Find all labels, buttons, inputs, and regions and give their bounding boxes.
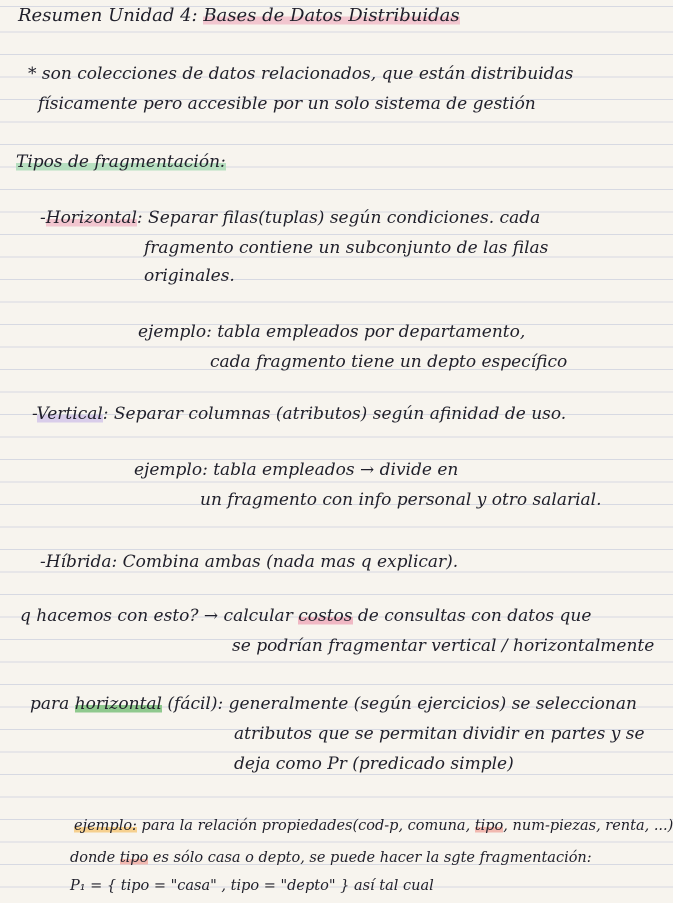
vertical-example-label: ejemplo [134, 460, 203, 480]
vertical-line-1: -Vertical: Separar columnas (atributos) según afinidad de uso. [32, 404, 567, 424]
horizontal-line-1: -Horizontal: Separar filas(tuplas) según condiciones. cada [40, 208, 541, 228]
horizontal-line-3: originales. [144, 266, 235, 286]
vertical-example-line-1: ejemplo: tabla empleados → divide en [134, 460, 459, 480]
example-block-tipo-highlight: tipo [474, 818, 504, 834]
definition-line-1: * son colecciones de datos relacionados, que están distribuidas [28, 64, 574, 84]
title-highlight: Bases de Datos Distribuidas [203, 5, 460, 26]
question-line-1: q hacemos con esto? → calcular costos de consultas con datos que [20, 606, 592, 626]
example-block-line-2: donde tipo es sólo casa o depto, se puede hacer la sgte fragmentación: [70, 850, 592, 866]
horizontal-example-label: ejemplo [138, 322, 207, 342]
example-block-line-3: P₁ = { tipo = "casa" , tipo = "depto" } así tal cual [70, 878, 434, 894]
horizontal-label: Horizontal [45, 208, 137, 228]
para-highlight: horizontal [74, 694, 162, 714]
vertical-example-line-2: un fragmento con info personal y otro salarial. [200, 490, 602, 510]
horizontal-line-2: fragmento contiene un subconjunto de las filas [144, 238, 549, 258]
page-title: Resumen Unidad 4: Bases de Datos Distribuidas [18, 5, 460, 26]
example-block-label: ejemplo: [74, 818, 137, 834]
fragmentation-heading: Tipos de fragmentación: [16, 152, 226, 172]
para-line-2: atributos que se permitan dividir en partes y se [234, 724, 645, 744]
example-block-line-1: ejemplo: para la relación propiedades(cod-p, comuna, tipo, num-piezas, renta, ...) [74, 818, 673, 834]
question-highlight: costos [298, 606, 353, 626]
definition-line-2: físicamente pero accesible por un solo sistema de gestión [38, 94, 536, 114]
horizontal-example-line-2: cada fragmento tiene un depto específico [210, 352, 568, 372]
para-line-3: deja como Pr (predicado simple) [234, 754, 514, 774]
question-line-2: se podrían fragmentar vertical / horizontalmente [232, 636, 655, 656]
horizontal-example-line-1: ejemplo: tabla empleados por departamento, [138, 322, 526, 342]
hybrid-line: -Híbrida: Combina ambas (nada mas q explicar). [40, 552, 459, 572]
para-line-1: para horizontal (fácil): generalmente (según ejercicios) se seleccionan [30, 694, 637, 714]
example-block-tipo-highlight-2: tipo [119, 850, 149, 866]
vertical-label: Vertical [36, 404, 103, 424]
